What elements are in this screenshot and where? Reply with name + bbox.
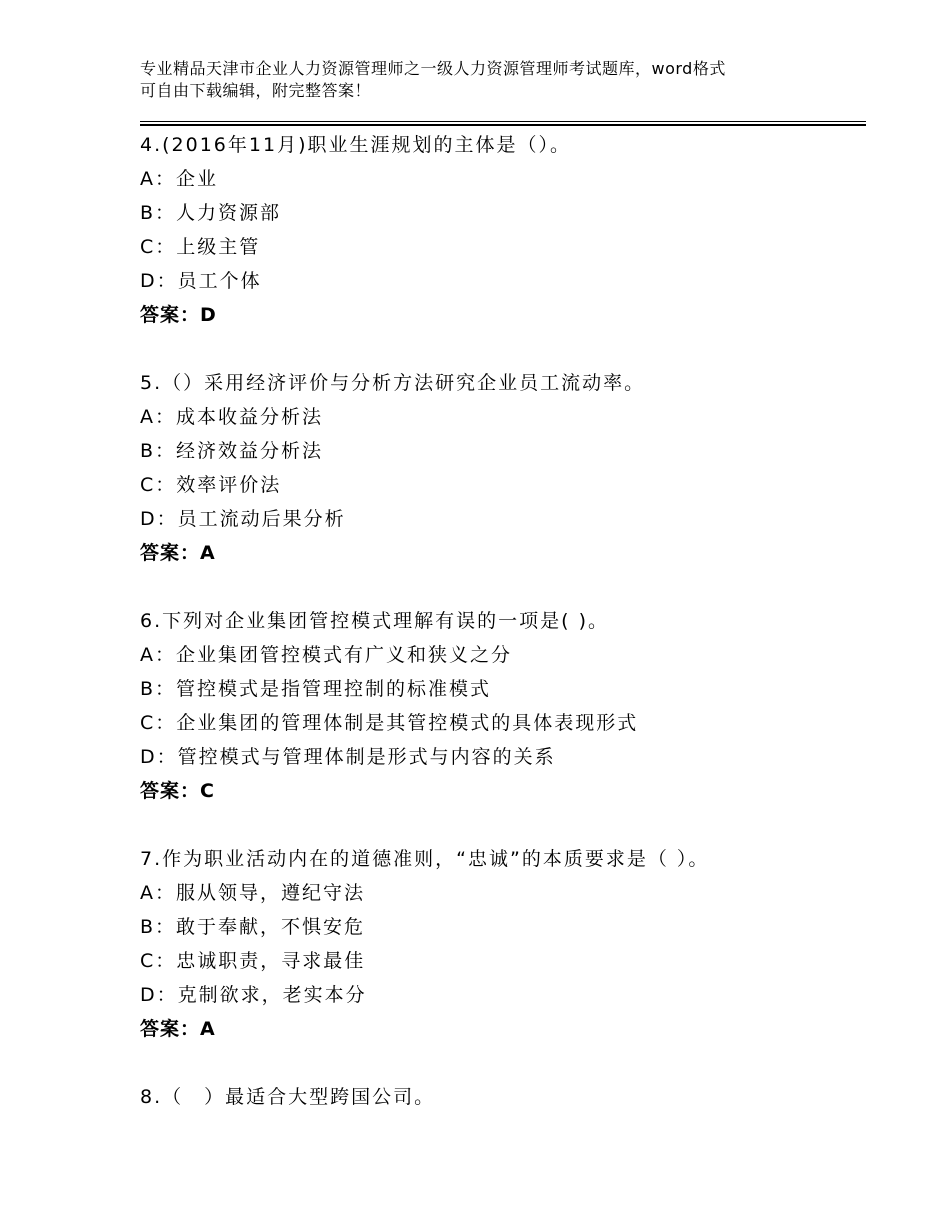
question-stem: 8.（ ）最适合大型跨国公司。 [140, 1086, 436, 1108]
option-d: D：管控模式与管理体制是形式与内容的关系 [140, 746, 556, 768]
spacer [140, 332, 866, 366]
option-c: C：忠诚职责，寻求最佳 [140, 950, 366, 972]
option-d: D：克制欲求，老实本分 [140, 984, 367, 1006]
question-6 [140, 604, 866, 808]
answer: 答案：C [140, 780, 215, 802]
option-d: D：员工个体 [140, 270, 262, 292]
option-b: B：经济效益分析法 [140, 440, 324, 462]
question-stem: 7.作为职业活动内在的道德准则，“忠诚”的本质要求是（ ）。 [140, 848, 710, 870]
option-a: A：服从领导，遵纪守法 [140, 882, 365, 904]
spacer [140, 808, 866, 842]
question-5 [140, 366, 866, 570]
spacer [140, 570, 866, 604]
header-rule-thick [140, 124, 866, 126]
question-stem: 4.(2016年11月)职业生涯规划的主体是（）。 [140, 134, 571, 156]
header-line-2: 可自由下载编辑，附完整答案！ [140, 81, 372, 100]
answer: 答案：D [140, 304, 217, 326]
option-b: B：管控模式是指管理控制的标准模式 [140, 678, 492, 700]
spacer [140, 1046, 866, 1080]
question-stem: 6.下列对企业集团管控模式理解有误的一项是( )。 [140, 610, 609, 632]
option-d: D：员工流动后果分析 [140, 508, 346, 530]
option-c: C：企业集团的管理体制是其管控模式的具体表现形式 [140, 712, 639, 734]
option-b: B：敢于奉献，不惧安危 [140, 916, 366, 938]
question-4 [140, 128, 866, 332]
option-a: A：企业 [140, 168, 218, 190]
answer: 答案：A [140, 1018, 216, 1040]
header-line-1: 专业精品天津市企业人力资源管理师之一级人力资源管理师考试题库，word格式 [140, 59, 726, 78]
option-a: A：成本收益分析法 [140, 406, 323, 428]
option-b: B：人力资源部 [140, 202, 282, 224]
answer: 答案：A [140, 542, 216, 564]
option-c: C：上级主管 [140, 236, 261, 258]
document-header [140, 58, 840, 102]
option-c: C：效率评价法 [140, 474, 282, 496]
question-list [140, 128, 866, 1114]
option-a: A：企业集团管控模式有广义和狭义之分 [140, 644, 512, 666]
question-stem: 5.（）采用经济评价与分析方法研究企业员工流动率。 [140, 372, 646, 394]
header-rule-thin [140, 121, 866, 122]
question-8 [140, 1080, 866, 1114]
question-7 [140, 842, 866, 1046]
